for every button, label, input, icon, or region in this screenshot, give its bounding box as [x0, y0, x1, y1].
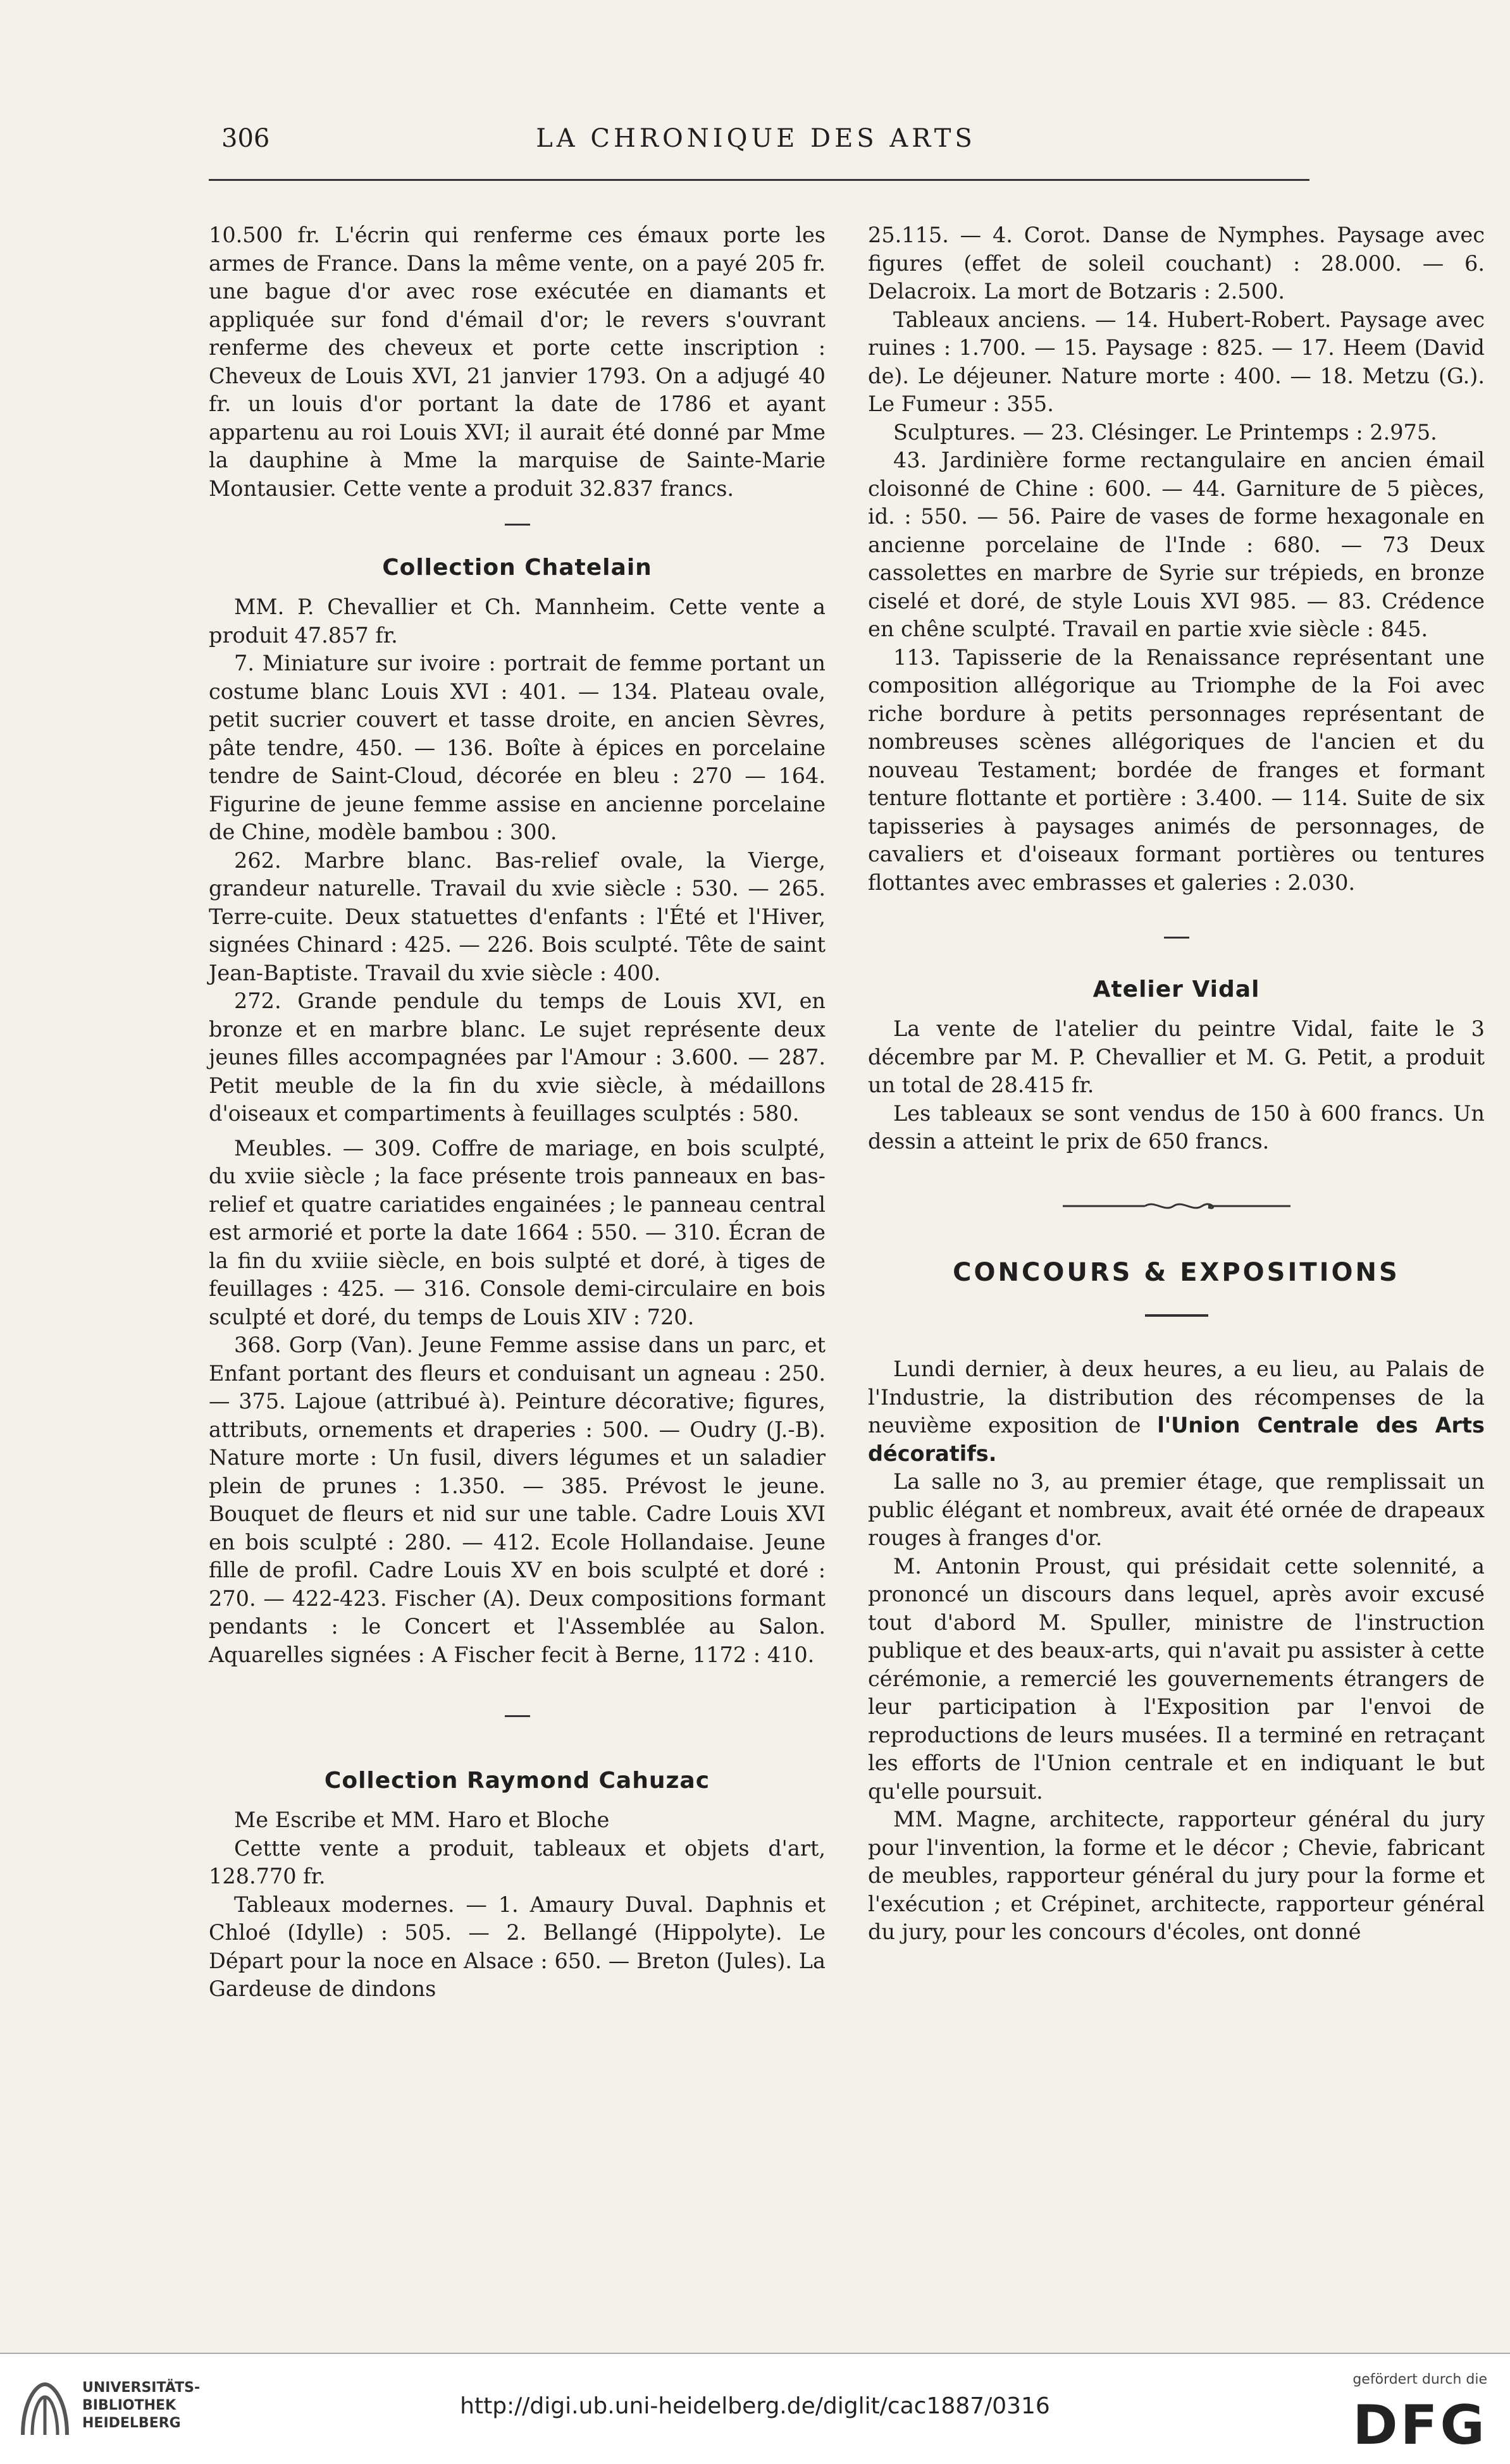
section-title: Atelier Vidal	[1092, 976, 1260, 1002]
section-title: Collection Raymond Cahuzac	[324, 1767, 710, 1794]
bold-name: l'Union Centrale des Arts décoratifs.	[868, 1413, 1485, 1466]
paragraph: 113. Tapisserie de la Renaissance représentant une composition allégorique au Triomphe de la Foi avec riche bordure à petits personnages représentant de nombreuses scènes allégoriques de l'ancien et du nouveau Testament; bordée de franges et formant tenture flottante et portière : 3.400. — 114. Suite de six tapisseries à paysages animés de personnages, de cavaliers et d'oiseaux formant portières ou tentures flottantes avec embrasses et galeries : 2.030.	[868, 644, 1485, 895]
paragraph: M. Antonin Proust, qui présidait cette solennité, a prononcé un discours dans lequel, après avoir excusé tout d'abord M. Spuller, ministre de l'instruction publique et des beaux-arts, qui n'avait pu assister à cette cérémonie, a remercié les gouvernements étrangers de leur participation à l'Exposition par l'envoi de reproductions de leurs musées. Il a terminé en retraçant les efforts de l'Union centrale et en indiquant le but qu'elle poursuit.	[868, 1553, 1485, 1804]
paragraph: MM. P. Chevallier et Ch. Mannheim. Cette vente a produit 47.857 fr.	[209, 594, 826, 648]
section-title: Collection Chatelain	[382, 554, 652, 581]
paragraph: 272. Grande pendule du temps de Louis XVI, en bronze et en marbre blanc. Le sujet représente deux jeunes filles accompagnées par l'Amour : 3.600. — 287. Petit meuble de la fin du xvie siècle, à médaillons d'oiseaux et compartiments à feuillages sculptés : 580.	[209, 989, 826, 1126]
paragraph	[868, 1355, 1485, 1468]
page-header	[202, 124, 1309, 168]
paragraph: Meubles. — 309. Coffre de mariage, en bois sculpté, du xviie siècle ; la face présente trois panneaux en bas-relief et quatre cariatides engainées ; le panneau central est armorié et porte la date 1664 : 550. — 310. Écran de la fin du xviiie siècle, en bois sulpté et doré, à tiges de feuillages : 425. — 316. Console demi-circulaire en bois sculpté et doré, du temps de Louis XIV : 720.	[209, 1135, 826, 1329]
paragraph: Tableaux modernes. — 1. Amaury Duval. Daphnis et Chloé (Idylle) : 505. — 2. Bellangé (Hippolyte). Le Départ pour la noce en Alsace : 650. — Breton (Jules). La Gardeuse de dindons	[209, 1892, 826, 2001]
university-name: UNIVERSITÄTS- BIBLIOTHEK HEIDELBERG	[82, 2380, 201, 2431]
left-column	[209, 221, 826, 2004]
paragraph: Sculptures. — 23. Clésinger. Le Printemps : 2.975.	[893, 419, 1437, 445]
paragraph: 368. Gorp (Van). Jeune Femme assise dans un parc, et Enfant portant des fleurs et conduisant un agneau : 250. — 375. Lajoue (attribué à). Peinture décorative; figures, attributs, ornements et draperies : 500. — Oudry (J.-B). Nature morte : Un fusil, divers légumes et un saladier plein de prunes : 1.350. — 385. Prévost le jeune. Bouquet de fleurs et nid sur une table. Cadre Louis XVI en bois sculpté : 280. — 412. Ecole Hollandaise. Jeune fille de profil. Cadre Louis XV en bois sculpté et doré : 270. — 422-423. Fischer (A). Deux compositions formant pendants : le Concert et l'Assemblée au Salon. Aquarelles signées : A Fischer fecit à Berne, 1172 : 410.	[209, 1333, 826, 1667]
paragraph: La vente de l'atelier du peintre Vidal, faite le 3 décembre par M. P. Chevallier et M. G. Petit, a produit un total de 28.415 fr.	[868, 1016, 1485, 1097]
paragraph-text: Lundi dernier, à deux heures, a eu lieu, au Palais de l'Industrie, la distribution des récompenses de la neuvième exposition de	[868, 1357, 1485, 1438]
page-number: 306	[221, 124, 270, 153]
paragraph: Cettte vente a produit, tableaux et objets d'art, 128.770 fr.	[209, 1835, 826, 1888]
paragraph: MM. Magne, architecte, rapporteur général du jury pour l'invention, la forme et le décor ; Chevie, fabricant de meubles, rapporteur général du jury pour la forme et l'exécution ; et Crépinet, architecte, rapporteur général du jury, pour les concours d'écoles, ont donné	[868, 1807, 1485, 1944]
separator	[868, 922, 1485, 951]
paragraph: Tableaux anciens. — 14. Hubert-Robert. Paysage avec ruines : 1.700. — 15. Paysage : 825. — 17. Heem (David de). Le déjeuner. Nature morte : 400. — 18. Metzu (G.). Le Fumeur : 355.	[868, 307, 1485, 416]
paragraph: 25.115. — 4. Corot. Danse de Nymphes. Paysage avec figures (effet de soleil couchant) : 28.000. — 6. Delacroix. La mort de Botzaris : 2.500.	[868, 223, 1485, 304]
paragraph: 43. Jardinière forme rectangulaire en ancien émail cloisonné de Chine : 600. — 44. Garniture de 5 pièces, id. : 550. — 56. Paire de vases de forme hexagonale en ancienne porcelaine de l'Inde : 680. — 73 Deux cassolettes en marbre de Syrie sur trépieds, en bronze ciselé et doré, de style Louis XVI 985. — 83. Crédence en chêne sculpté. Travail en partie xvie siècle : 845.	[868, 448, 1485, 641]
source-url-link[interactable]: http://digi.ub.uni-heidelberg.de/diglit/cac1887/0316	[460, 2393, 1050, 2419]
section-title: CONCOURS & EXPOSITIONS	[953, 1258, 1400, 1287]
paragraph: Me Escribe et MM. Haro et Bloche	[234, 1808, 610, 1832]
separator	[209, 1701, 826, 1729]
separator	[209, 509, 826, 538]
separator	[868, 1296, 1485, 1324]
header-rule	[209, 179, 1309, 181]
right-column	[868, 221, 1485, 1947]
dfg-logo: DFG	[1352, 2394, 1487, 2457]
paragraph: 10.500 fr. L'écrin qui renferme ces émaux porte les armes de France. Dans la même vente, on a payé 205 fr. une bague d'or avec rose exécutée en diamants et appliquée sur fond d'émail d'or; le revers s'ouvrant renferme des cheveux et porte cette inscription : Cheveux de Louis XVI, 21 janvier 1793. On a adjugé 40 fr. un louis d'or portant la date de 1786 et ayant appartenu au roi Louis XVI; il aurait été donné par Mme la dauphine à Mme la marquise de Sainte-Marie Montausier. Cette vente a produit 32.837 francs.	[209, 223, 826, 501]
paragraph: La salle no 3, au premier étage, que remplissait un public élégant et nombreux, avait été ornée de drapeaux rouges à franges d'or.	[868, 1469, 1485, 1550]
sponsor-label: gefördert durch die	[1352, 2372, 1487, 2387]
footer-bar	[0, 2353, 1510, 2464]
paragraph: 7. Miniature sur ivoire : portrait de femme portant un costume blanc Louis XVI : 401. — 134. Plateau ovale, petit sucrier couvert et tasse droite, en ancien Sèvres, pâte tendre, 450. — 136. Boîte à épices en porcelaine tendre de Saint-Cloud, décorée en bleu : 270 — 164. Figurine de jeune femme assise en ancienne porcelaine de Chine, modèle bambou : 300.	[209, 651, 826, 844]
paragraph: 262. Marbre blanc. Bas-relief ovale, la Vierge, grandeur naturelle. Travail du xvie siècle : 530. — 265. Terre-cuite. Deux statuettes d'enfants : l'Été et l'Hiver, signées Chinard : 425. — 226. Bois sculpté. Tête de saint Jean-Baptiste. Travail du xvie siècle : 400.	[209, 847, 826, 985]
running-title: LA CHRONIQUE DES ARTS	[536, 124, 976, 153]
ornament-divider	[868, 1193, 1485, 1221]
paragraph: Les tableaux se sont vendus de 150 à 600 francs. Un dessin a atteint le prix de 650 francs.	[868, 1100, 1485, 1154]
